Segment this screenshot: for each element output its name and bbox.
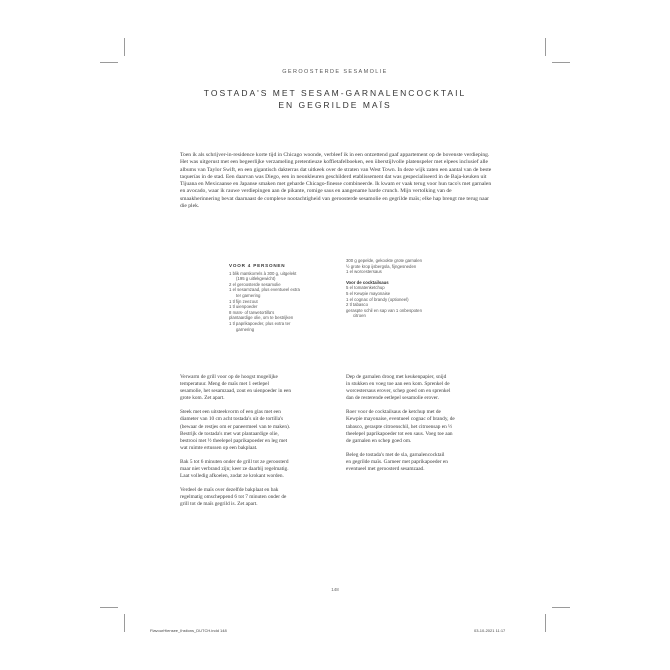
- ingredient-item: 1 tl fijn zeezout: [229, 298, 258, 304]
- recipe-title-line-1: TOSTADA'S MET SESAM-GARNALENCOCKTAIL: [203, 88, 467, 98]
- method-step-line: diameter van 10 cm acht tostada's uit de tortilla's: [180, 416, 284, 423]
- method-step-line: Verdeel de maïs over dezelfde bakplaat en bak: [180, 487, 279, 494]
- crop-mark-bottom-right: [545, 614, 546, 632]
- ingredient-item: 1 el worcestersaus: [346, 269, 382, 275]
- crop-mark-top-left-h: [100, 62, 118, 63]
- method-step-line: wat ruimte ertussen op een bakplaat.: [180, 444, 258, 451]
- method-step-line: worcestersaus erover, schep goed om en sprenkel: [346, 388, 451, 395]
- method-step: [180, 487, 323, 508]
- sauce-ingredient-item: 1 el cognac of brandy (optioneel): [346, 296, 409, 302]
- ingredient-item: 1 tl paprikapoeder, plus extra ter: [229, 320, 291, 326]
- method-step-line: Bestrijk de tostada's met wat plantaardige olie,: [180, 430, 279, 437]
- method-column-right: [346, 374, 489, 480]
- print-slug-date: 03-10-2021 11:17: [474, 628, 506, 633]
- method-step: [180, 459, 323, 480]
- method-step-line: Steek met een uitsteekvorm of een glas met een: [180, 409, 281, 416]
- ingredient-list-right: [346, 258, 456, 275]
- crop-mark-bottom-left: [124, 614, 125, 632]
- sauce-ingredient-item: 2 tl tabasco: [346, 302, 368, 308]
- ingredient-item: (195 g uitlekgewicht): [236, 276, 276, 282]
- method-step-line: maar niet verbrand zijn; keer ze daarbij regelmatig.: [180, 466, 289, 473]
- sauce-heading: Voor de cocktailsaus: [346, 279, 389, 285]
- method-step-line: in stukken en voeg toe aan een kom. Sprenkel de: [346, 381, 450, 388]
- crop-mark-top-left: [124, 38, 125, 56]
- method-step-line: Roer voor de cocktailsaus de ketchup met de: [346, 409, 441, 416]
- method-step-line: Dep de garnalen droog met keukenpapier, snijd: [346, 374, 447, 380]
- print-slug-filename: FlavourHiensee_Ihstions_DUTCH.indd 148: [150, 628, 227, 633]
- recipe-title-line-2: EN GEGRILDE MAÏS: [278, 100, 392, 110]
- intro-paragraph: Toen ik als schrijver-in-residence korte tijd in Chicago woonde, verbleef ik in een ontzettend gaaf appartement op de bovenste verdieping. Het was uitgerust met een begeerlijke verzameling pretentieuze koffietafelboeken, een überstijlvolle platenspeler met elpees inclusief alle albums van Taylor Swift, en een gigantisch dakterras dat uitkeek over de straten van West Town. In deze wijk zaten een aantal van de beste taquerías in de stad. Een daarvan was Diego, een in neonkleuren geschilderd etablissement dat was gespecialiseerd in de Baja-keuken uit Tijuana en Mexicaanse en Japanse smaken met geharde Chicago-finesse combineerde. Ik kwam er vaak terug voor hun taco's met garnalen en avocado, waar ik rauwe verdiepingen aan de pikante, romige saus en aangename harde crunch. Mijn vertolking van de smaakherinnering bevat daarnaast de complexe nootachtigheid van geroosterde sesamolie en gegrilde maïs; elke hap brengt me terug naar die plek.: [180, 152, 492, 210]
- ingredient-item: garnering: [236, 326, 255, 332]
- sauce-ingredient-item: 5 el Kewpie mayonaise: [346, 290, 391, 296]
- method-step-line: grote kom. Zet apart.: [180, 395, 225, 402]
- method-step-line: Kewpie mayonaise, eventueel cognac of brandy, de: [346, 416, 455, 423]
- section-label: GEROOSTERDE SESAMOLIE: [282, 69, 388, 75]
- ingredient-item: 1 blik maïskorrels à 300 g, uitgelekt: [229, 270, 297, 276]
- servings-heading: VOOR 4 PERSONEN: [229, 263, 286, 268]
- ingredient-item: 1 tl uienpoeder: [229, 304, 258, 310]
- method-step-line: (bewaar de restjes om er paneermeel van te maken).: [180, 423, 291, 430]
- ingredients-left: [229, 263, 321, 332]
- ingredient-item: ½ grote krop ijsbergsla, fijngesneden: [346, 263, 417, 269]
- method-step: [346, 452, 489, 473]
- sauce-ingredient-list: [346, 285, 456, 319]
- ingredient-item: 8 maïs- of tarwetortilla's: [229, 309, 275, 315]
- method-step-line: grill tot de maïs gegrild is. Zet apart.: [180, 501, 258, 508]
- method-step: [180, 374, 323, 402]
- method-step-line: bestrooi met ½ theelepel paprikapoeder en leg met: [180, 437, 288, 444]
- crop-mark-bottom-right-h: [552, 607, 570, 608]
- method-step-line: Verwarm de grill voor op de hoogst mogelijke: [180, 374, 278, 380]
- ingredient-item: ter garnering: [236, 292, 261, 298]
- method-step-line: en gegrilde maïs. Garneer met paprikapoeder en: [346, 458, 448, 465]
- ingredient-item: plantaardige olie, om te bestrijken: [229, 315, 294, 321]
- crop-mark-top-right-h: [552, 62, 570, 63]
- sauce-ingredient-item: citroen: [353, 313, 366, 319]
- method-step-line: Beleg de tostada's met de sla, garnalencocktail: [346, 451, 445, 458]
- method-step-line: Laat volledig afkoelen, zodat ze krokant worden.: [180, 473, 284, 480]
- method-step-line: Bak 5 tot 6 minuten onder de grill tot ze geroosterd: [180, 458, 289, 465]
- sauce-ingredient-item: geraspte schil en sap van 1 onbespoten: [346, 307, 422, 313]
- sauce-ingredient-item: 5 el tomatenketchup: [346, 285, 385, 291]
- page-number: 148: [331, 587, 339, 592]
- method-step-line: temperatuur. Meng de maïs met 1 eetlepel: [180, 381, 269, 388]
- method-step-line: theelepel paprikapoeder tot een saus. Voeg toe aan: [346, 430, 453, 437]
- method-step: [180, 409, 323, 452]
- method-step-line: tabasco, geraspte citroenschil, het citroensap en ½: [346, 423, 453, 430]
- recipe-title: [0, 87, 670, 111]
- method-step-line: sesamolie, het sesamzaad, zout en uienpoeder in een: [180, 388, 292, 395]
- ingredient-item: 2 el geroosterde sesamolie: [229, 281, 281, 287]
- crop-mark-top-right: [545, 38, 546, 56]
- method-step-line: dan de resterende eetlepel sesamolie erover.: [346, 395, 439, 402]
- method-step-line: de garnalen en schep goed om.: [346, 437, 412, 444]
- method-step-line: regelmatig omscheppend 6 tot 7 minuten onder de: [180, 494, 287, 501]
- method-step: [346, 374, 489, 402]
- method-step: [346, 409, 489, 444]
- ingredient-list-left: [229, 271, 321, 333]
- ingredient-item: 1 el sesamzaad, plus eventueel extra: [229, 287, 300, 293]
- ingredient-item: 300 g gepelde, gekookte grote garnalen: [346, 258, 422, 263]
- ingredients-right: [346, 258, 456, 319]
- method-step-line: eventueel met geroosterd sesamzaad.: [346, 466, 425, 473]
- crop-mark-bottom-left-h: [100, 607, 118, 608]
- method-column-left: [180, 374, 323, 516]
